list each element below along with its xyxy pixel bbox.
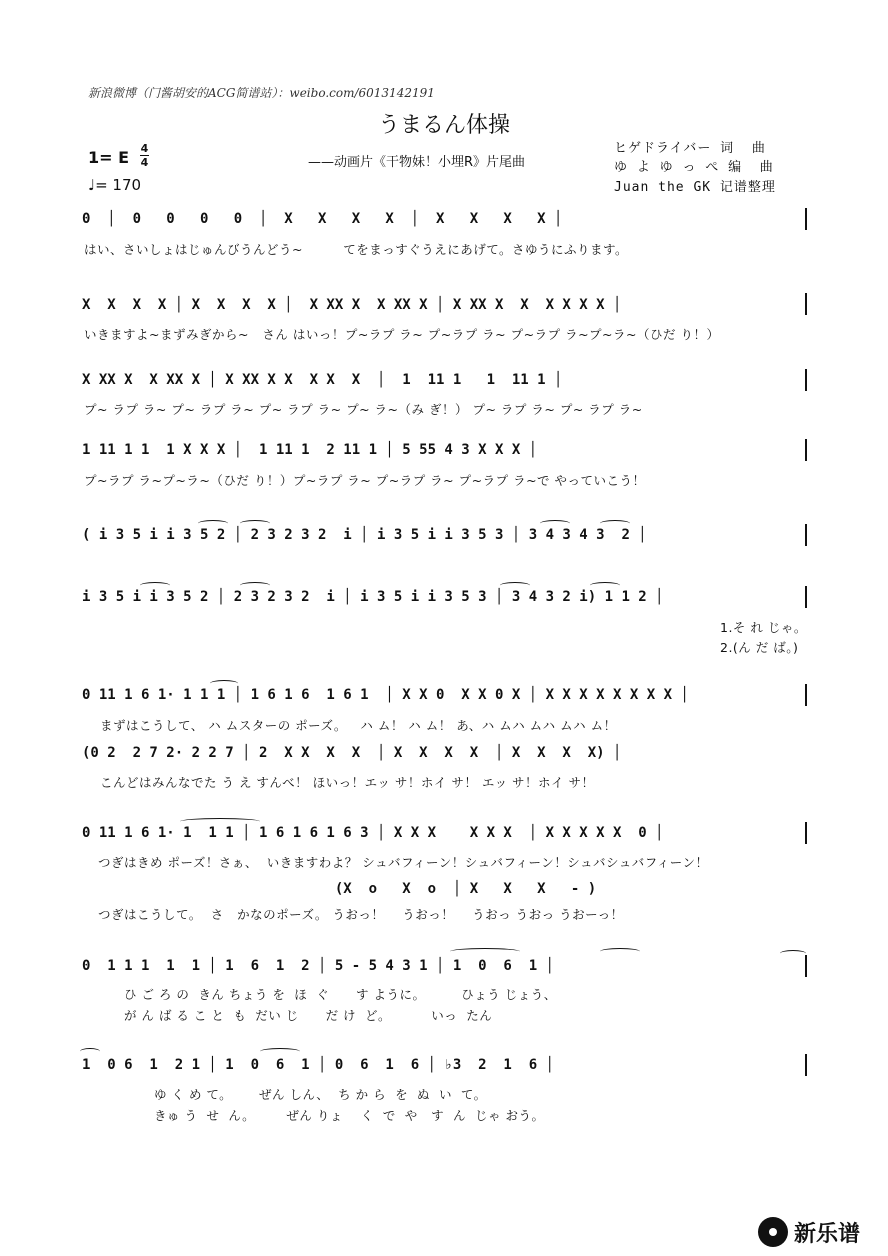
tie-arc [590,582,620,589]
tie-arc [500,582,530,589]
tie-arc [600,520,630,527]
volta-2-lyric: 2.(ん だ ば。) [720,640,799,655]
lyric-row-2: いきますよ~まずみぎから~ さん はいっ！プ~ラプ ラ~ プ~ラプ ラ~ プ~ラプ ラ~プ~ラ~（ひだ り！） [84,327,720,342]
credit-lyrics: ヒゲドライバー 词 曲 [614,141,766,156]
barline [805,586,807,608]
notes-row-3: X XX X X XX X │ X XX X X X X X │ 1 11 1 1 11 1 │ [82,372,563,388]
barline [805,369,807,391]
lyric-row-12-line2: きゅ う せ ん。 ぜん りょ く で や す ん じゃ おう。 [154,1108,545,1123]
time-top: 4 [140,142,149,155]
notes-row-4: 1 11 1 1 1 X X X │ 1 11 1 2 11 1 │ 5 55 4 3 X X X │ [82,442,538,458]
lyric-row-3: プ~ ラプ ラ~ プ~ ラプ ラ~ プ~ ラプ ラ~ プ~ ラ~（み ぎ！） プ~ ラプ ラ~ プ~ ラプ ラ~ [84,402,643,417]
tie-arc [260,1048,300,1055]
tie-arc [210,680,238,687]
tempo-mark: ♩= 170 [88,176,142,194]
barline [805,684,807,706]
song-title: うまるん体操 [377,113,510,138]
lyric-row-9: つぎはきめ ポーズ！さぁ、 いきますわよ？ シュバフィーン！シュバフィーン！シュバシュバフィーン！ [98,855,709,870]
notes-row-9: 0 11 1 6 1· 1 1 1 │ 1 6 1 6 1 6 3 │ X X X X X X │ X X X X X 0 │ [82,825,664,841]
vinyl-disc-icon [758,1217,788,1247]
tie-arc [240,520,270,527]
barline [805,955,807,977]
lyric-row-4: プ~ラプ ラ~プ~ラ~（ひだ り！）プ~ラプ ラ~ プ~ラプ ラ~ プ~ラプ ラ~で やっていこう！ [84,473,646,488]
logo-text: 新乐谱 [794,1221,861,1247]
time-bottom: 4 [140,156,149,169]
site-logo [758,1216,860,1248]
lyric-row-7: まずはこうして、 ハ ムスターの ポーズ。 ハ ム！ ハ ム！ あ、ハ ムハ ムハ ムハ ム！ [100,718,617,733]
barline [805,293,807,315]
tie-arc [80,1048,100,1055]
notes-row-2: X X X X │ X X X X │ X XX X X XX X │ X XX X X X X X X │ [82,297,622,313]
tie-arc [180,818,260,825]
lyric-row-12: ゆ く め て。 ぜん しん、 ち か ら を ぬ い て。 [154,1087,487,1102]
tie-arc [450,948,520,955]
notes-row-6: i 3 5 i i 3 5 2 │ 2 3 2 3 2 i │ i 3 5 i i 3 5 3 │ 3 4 3 2 i) 1 1 2 │ [82,589,664,605]
notes-row-1: 0 │ 0 0 0 0 │ X X X X │ X X X X │ [82,211,563,227]
key-signature: 1= E [88,148,130,167]
tie-arc [600,948,640,955]
lyric-row-11: ひ ご ろ の きん ちょう を ほ ぐ す ように。 ひょう じょう、 [124,987,557,1002]
lyric-row-1: はい、さいしょはじゅんびうんどう~ てをまっすぐうえにあげて。さゆうにふります。 [84,242,628,257]
credit-transcribe: Juan the GK 记谱整理 [614,180,776,195]
time-signature [140,143,149,168]
barline [805,1054,807,1076]
notes-row-12: 1 0 6 1 2 1 │ 1 0 6 1 │ 0 6 1 6 │ ♭3 2 1 6 │ [82,1057,555,1073]
subtitle: ——动画片《干物妹！小埋R》片尾曲 [308,155,526,170]
barline [805,524,807,546]
credit-arrange: ゆ よ ゆ っ ぺ 编 曲 [614,160,774,175]
tie-arc [140,582,170,589]
notes-row-11: 0 1 1 1 1 1 │ 1 6 1 2 │ 5 - 5 4 3 1 │ 1 0 6 1 │ [82,958,555,974]
weibo-line: 新浪微博（门酱胡安的ACG简谱站）：weibo.com/6013142191 [88,86,435,100]
tie-arc [780,950,806,957]
tie-arc [540,520,570,527]
barline [805,439,807,461]
lyric-row-8: こんどはみんなでた う え すんべ！ ほいっ！エッ サ！ホイ サ！ エッ サ！ホイ サ！ [100,775,595,790]
tie-arc [240,582,270,589]
notes-row-8: (0 2 2 7 2· 2 2 7 │ 2 X X X X │ X X X X │ X X X X) │ [82,745,622,761]
barline [805,822,807,844]
barline [805,208,807,230]
notes-row-10: (X o X o │ X X X - ) [82,881,597,897]
volta-1-lyric: 1.そ れ じゃ。 [720,620,807,635]
tie-arc [198,520,228,527]
notes-row-7: 0 11 1 6 1· 1 1 1 │ 1 6 1 6 1 6 1 │ X X 0 X X 0 X │ X X X X X X X X │ [82,687,689,703]
notes-row-5: ( i 3 5 i i 3 5 2 │ 2 3 2 3 2 i │ i 3 5 i i 3 5 3 │ 3 4 3 4 3 2 │ [82,527,647,543]
lyric-row-10: つぎはこうして。 さ かなのポーズ。 うおっ！ うおっ！ うおっ うおっ うおーっ！ [98,907,624,922]
lyric-row-11-line2: が ん ば る こ と も だい じ だ け ど。 いっ たん [124,1008,493,1023]
